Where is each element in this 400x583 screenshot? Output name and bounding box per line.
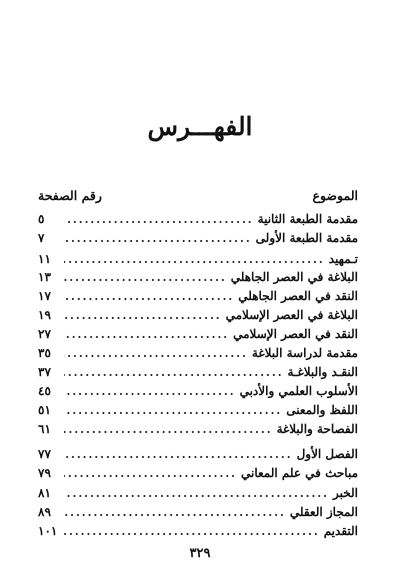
toc-entry bbox=[38, 464, 358, 482]
leader-dots bbox=[64, 326, 229, 344]
page-title: الفهـــرس bbox=[147, 112, 253, 141]
toc-entry-page: ٤٥ bbox=[38, 384, 51, 398]
toc-entry-title: مباحث في علم المعاني bbox=[240, 466, 358, 480]
toc-entry-page: ١٠١ bbox=[38, 524, 58, 538]
leader-dots bbox=[64, 421, 273, 439]
toc-entry-title: الخبر bbox=[333, 486, 358, 500]
column-headers bbox=[38, 188, 358, 208]
leader-dots bbox=[64, 269, 227, 287]
toc-entry bbox=[38, 287, 358, 305]
toc-entry-page: ٨٩ bbox=[38, 505, 51, 519]
leader-dots bbox=[64, 230, 252, 248]
toc-entry-title: مقدمة الطبعة الأولى bbox=[255, 231, 358, 245]
toc-entry-page: ١١ bbox=[38, 252, 51, 266]
toc-entry bbox=[38, 306, 358, 324]
toc-entry bbox=[38, 344, 358, 362]
toc-entry bbox=[38, 445, 358, 463]
toc-entry-title: البلاغة في العصر الجاهلي bbox=[230, 270, 358, 284]
toc-entry-title: الأسلوب العلمي والأدبي bbox=[239, 384, 358, 398]
toc-entry bbox=[38, 250, 358, 268]
toc-entry bbox=[38, 363, 358, 381]
toc-entry-title: الفصل الأول bbox=[296, 447, 358, 461]
topic-column-header: الموضوع bbox=[312, 188, 358, 203]
toc-entry-title: اللفظ والمعنى bbox=[286, 403, 358, 417]
leader-dots bbox=[64, 523, 320, 541]
leader-dots bbox=[64, 251, 325, 269]
toc-entry bbox=[38, 420, 358, 438]
toc-entry-page: ٢٧ bbox=[38, 327, 51, 341]
leader-dots bbox=[64, 485, 329, 503]
toc-entry bbox=[38, 401, 358, 419]
toc-entry-page: ٧٧ bbox=[38, 447, 51, 461]
toc-entry-title: مقدمة لدراسة البلاغة bbox=[251, 346, 358, 360]
leader-dots bbox=[64, 446, 293, 464]
toc-entry bbox=[38, 522, 358, 540]
leader-dots bbox=[64, 288, 234, 306]
page-number: ٣٢٩ bbox=[189, 546, 211, 561]
toc-entry-page: ٥ bbox=[38, 212, 45, 226]
leader-dots bbox=[64, 307, 222, 325]
toc-entry-page: ١٩ bbox=[38, 308, 51, 322]
toc-entry-page: ٧٩ bbox=[38, 466, 51, 480]
leader-dots bbox=[64, 465, 237, 483]
leader-dots bbox=[64, 364, 284, 382]
toc-entry-page: ١٧ bbox=[38, 289, 51, 303]
toc-entry bbox=[38, 382, 358, 400]
toc-entry-page: ٧ bbox=[38, 231, 45, 245]
toc-entry-title: البلاغة في العصر الإسلامي bbox=[225, 308, 358, 322]
toc-entry-title: المجاز العقلي bbox=[289, 505, 358, 519]
leader-dots bbox=[64, 345, 248, 363]
leader-dots bbox=[64, 402, 282, 420]
page-column-header: رقم الصفحة bbox=[38, 188, 102, 203]
toc-entry bbox=[38, 325, 358, 343]
leader-dots bbox=[64, 383, 236, 401]
toc-entry-title: النقد في العصر الإسلامي bbox=[233, 327, 358, 341]
toc-entry-page: ٣٧ bbox=[38, 365, 51, 379]
toc-entry-title: مقدمة الطبعة الثانية bbox=[257, 212, 358, 226]
toc-entry-title: الفصاحة والبلاغة bbox=[276, 422, 358, 436]
toc-entry bbox=[38, 484, 358, 502]
toc-entry-title: النقـد والبلاغـة bbox=[287, 365, 358, 379]
toc-entry-page: ٥١ bbox=[38, 403, 51, 417]
toc-entry bbox=[38, 210, 358, 228]
toc-entry-page: ٣٥ bbox=[38, 346, 51, 360]
leader-dots bbox=[64, 504, 286, 522]
toc-entry bbox=[38, 229, 358, 247]
toc-entry-title: النقد في العصر الجاهلي bbox=[238, 289, 358, 303]
toc-entry bbox=[38, 503, 358, 521]
toc-entry-page: ٦١ bbox=[38, 422, 51, 436]
toc-entry-page: ٨١ bbox=[38, 486, 51, 500]
toc-entry-title: التقديم bbox=[323, 524, 358, 538]
toc-entry-page: ١٣ bbox=[38, 270, 51, 284]
leader-dots bbox=[64, 211, 254, 229]
toc-entry-title: تـمهيد bbox=[328, 252, 358, 266]
toc-entry bbox=[38, 268, 358, 286]
